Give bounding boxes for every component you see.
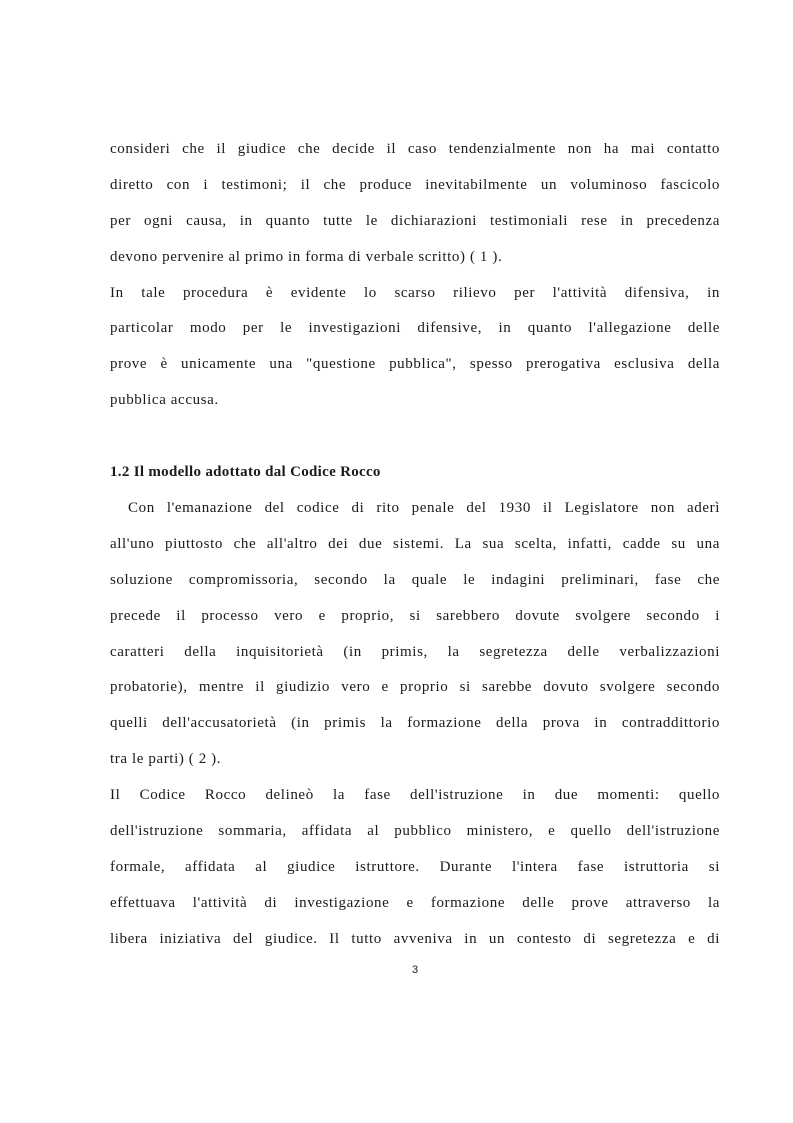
text-line: caratteri della inquisitorietà (in primis, la segretezza delle verbalizzazioni <box>110 643 720 660</box>
text-line: precede il processo vero e proprio, si sarebbero dovute svolgere secondo i <box>110 607 720 624</box>
text-line: quelli dell'accusatorietà (in primis la formazione della prova in contraddittorio <box>110 715 720 732</box>
paragraph-2 <box>110 277 720 421</box>
text-line: formale, affidata al giudice istruttore. Durante l'intera fase istruttoria si <box>110 858 720 875</box>
text-line: effettuava l'attività di investigazione e formazione delle prove attraverso la <box>110 894 720 911</box>
text-line: per ogni causa, in quanto tutte le dichiarazioni testimoniali rese in precedenza <box>110 212 720 229</box>
text-line: diretto con i testimoni; il che produce inevitabilmente un voluminoso fascicolo <box>110 176 720 193</box>
text-line: probatorie), mentre il giudizio vero e proprio si sarebbe dovuto svolgere secondo <box>110 679 720 696</box>
paragraph-1 <box>110 133 720 277</box>
text-line: particolar modo per le investigazioni difensive, in quanto l'allegazione delle <box>110 320 720 337</box>
text-line: In tale procedura è evidente lo scarso rilievo per l'attività difensiva, in <box>110 284 720 301</box>
text-line: pubblica accusa. <box>110 392 219 409</box>
text-line: all'uno piuttosto che all'altro dei due sistemi. La sua scelta, infatti, cadde su una <box>110 535 720 552</box>
paragraph-4 <box>110 779 720 958</box>
text-line: devono pervenire al primo in forma di verbale scritto) ( 1 ). <box>110 248 503 265</box>
text-line: tra le parti) ( 2 ). <box>110 751 222 768</box>
text-line: soluzione compromissoria, secondo la quale le indagini preliminari, fase che <box>110 571 720 588</box>
text-line: Il Codice Rocco delineò la fase dell'istruzione in due momenti: quello <box>110 787 720 804</box>
page-body <box>110 133 720 959</box>
text-line: dell'istruzione sommaria, affidata al pubblico ministero, e quello dell'istruzione <box>110 823 720 840</box>
text-line: Con l'emanazione del codice di rito penale del 1930 il Legislatore non aderì <box>128 500 720 517</box>
page-number: 3 <box>411 964 419 976</box>
section-gap <box>110 420 720 456</box>
text-line: libera iniziativa del giudice. Il tutto avveniva in un contesto di segretezza e di <box>110 930 720 947</box>
paragraph-3 <box>110 492 720 779</box>
text-line: prove è unicamente una "questione pubblica", spesso prerogativa esclusiva della <box>110 356 720 373</box>
text-line: consideri che il giudice che decide il caso tendenzialmente non ha mai contatto <box>110 141 720 157</box>
section-heading: 1.2 Il modello adottato dal Codice Rocco <box>110 464 381 481</box>
